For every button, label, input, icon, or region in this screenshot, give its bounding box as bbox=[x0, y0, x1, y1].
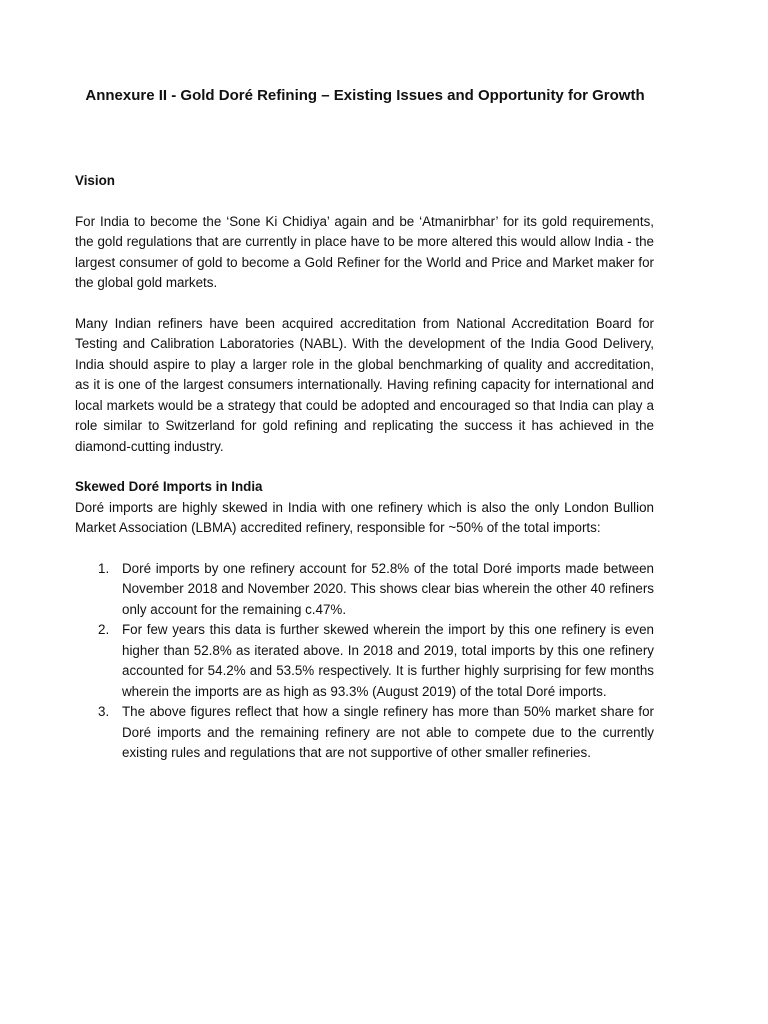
document-title: Annexure II - Gold Doré Refining – Existing Issues and Opportunity for Growth bbox=[85, 87, 645, 104]
vision-paragraph-2: Many Indian refiners have been acquired accreditation from National Accreditation Board for Testing and Calibration Laboratories (NABL). With the development of the India Good Delivery, India should aspire to play a larger role in the global benchmarking of quality and accreditation, as it is one of the largest consumers internationally. Having refining capacity for international and local markets would be a strategy that could be adopted and encouraged so that India can play a role similar to Switzerland for gold refining and replicating the success it has achieved in the diamond-cutting industry. bbox=[75, 315, 654, 454]
list-item bbox=[75, 559, 654, 621]
document-body bbox=[75, 171, 654, 764]
vision-paragraph-1: For India to become the ‘Sone Ki Chidiya’ again and be ‘Atmanirbhar’ for its gold requirements, the gold regulations that are currently in place have to be more altered this would allow India - the largest consumer of gold to become a Gold Refiner for the World and Price and Market maker for the global gold markets. bbox=[75, 213, 654, 290]
skewed-imports-heading: Skewed Doré Imports in India bbox=[75, 479, 263, 494]
list-item-number: 3. bbox=[98, 704, 110, 719]
vision-heading: Vision bbox=[75, 173, 115, 188]
findings-list bbox=[75, 559, 654, 764]
list-item-number: 2. bbox=[98, 622, 110, 637]
list-item bbox=[75, 620, 654, 702]
list-item bbox=[75, 702, 654, 764]
skewed-imports-intro: Doré imports are highly skewed in India with one refinery which is also the only London Bullion Market Association (LBMA) accredited refinery, responsible for ~50% of the total imports: bbox=[75, 499, 654, 535]
list-item-number: 1. bbox=[98, 560, 110, 576]
list-item-text: Doré imports by one refinery account for 52.8% of the total Doré imports made between November 2018 and November 2020. This shows clear bias wherein the other 40 refiners only account for the remaining c.47%. bbox=[122, 560, 654, 617]
list-item-text: The above figures reflect that how a single refinery has more than 50% market share for Doré imports and the remaining refinery are not able to compete due to the currently existing rules and regulations that are not supportive of other smaller refineries. bbox=[122, 704, 654, 760]
list-item-text: For few years this data is further skewed wherein the import by this one refinery is even higher than 52.8% as iterated above. In 2018 and 2019, total imports by this one refinery accounted for 54.2% and 53.5% respectively. It is further highly surprising for few months wherein the imports are as high as 93.3% (August 2019) of the total Doré imports. bbox=[122, 622, 654, 699]
